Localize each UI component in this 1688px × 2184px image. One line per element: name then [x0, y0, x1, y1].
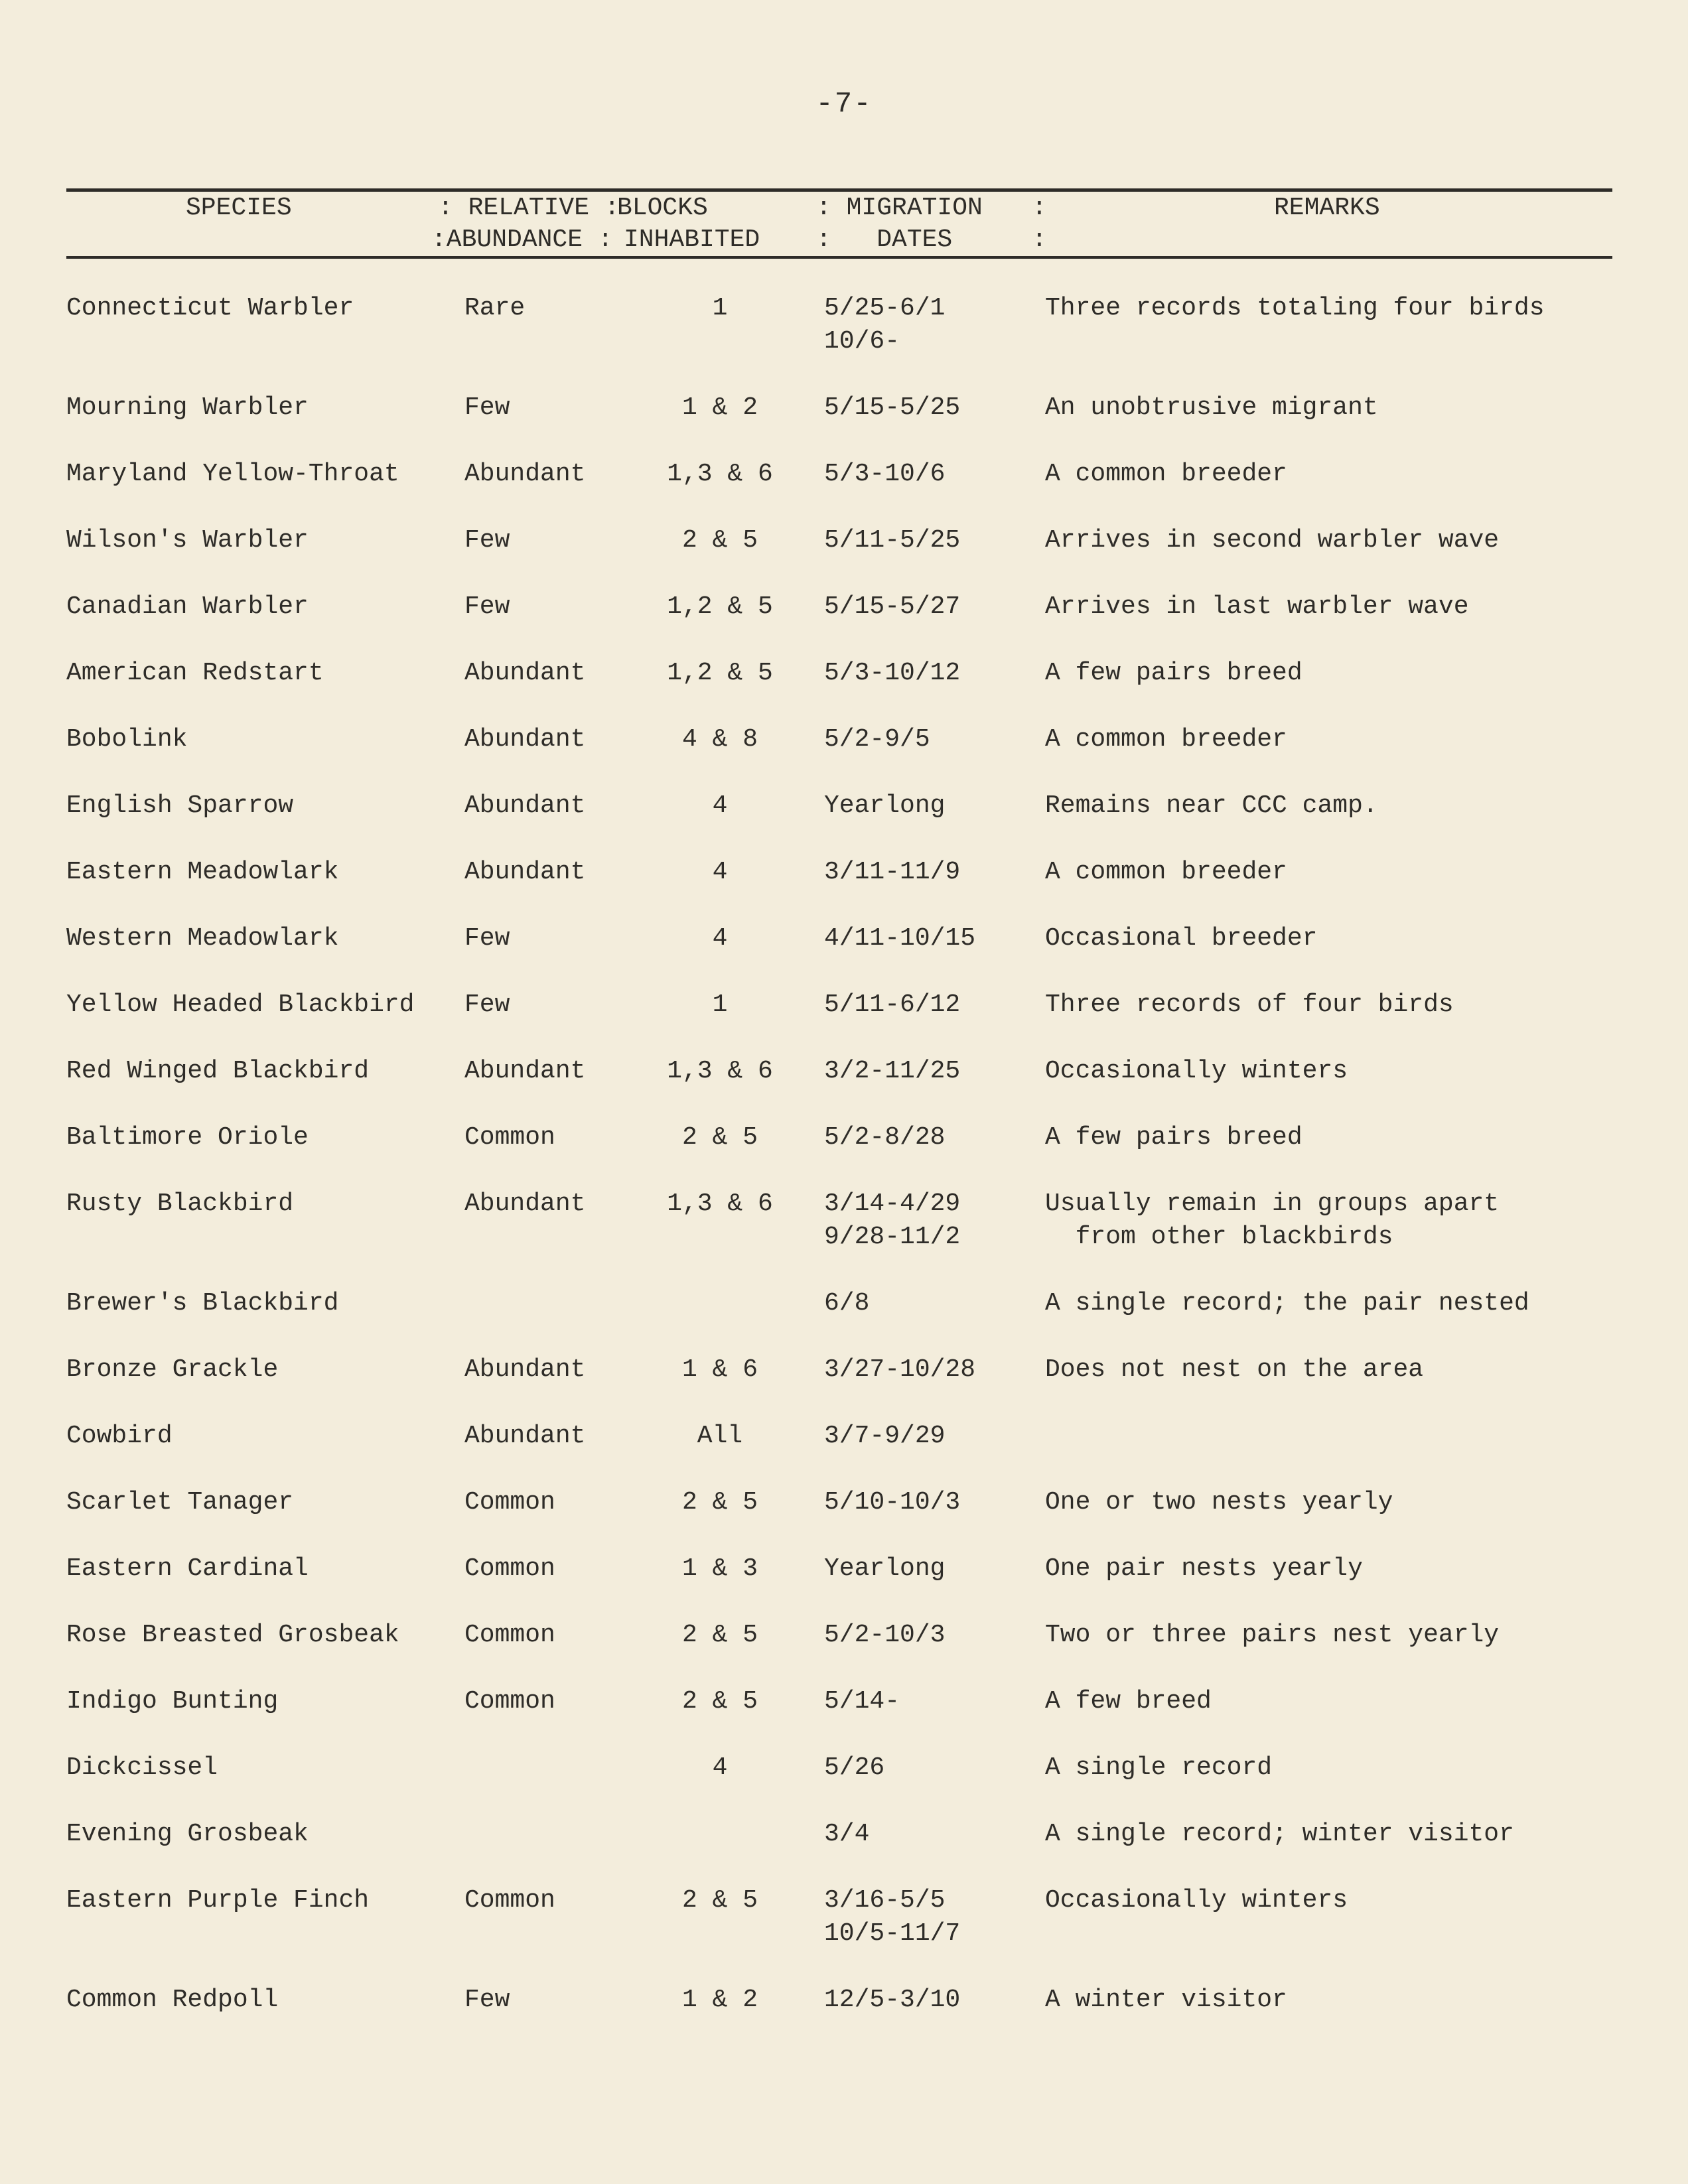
migration-dates-cell: 6/8: [824, 1289, 870, 1318]
blocks-cell: 1,2 & 5: [667, 592, 773, 621]
migration-dates-cell: 3/11-11/9: [824, 858, 961, 886]
species-cell: Baltimore Oriole: [66, 1123, 309, 1152]
species-cell: Yellow Headed Blackbird: [66, 990, 415, 1019]
abundance-cell: Common: [464, 1488, 555, 1517]
species-cell: Cowbird: [66, 1422, 173, 1450]
remarks-cell: Occasionally winters: [1045, 1886, 1348, 1915]
migration-dates-cell: 4/11-10/15: [824, 924, 976, 953]
abundance-cell: Few: [464, 526, 510, 555]
blocks-cell: 1 & 2: [681, 1986, 758, 2014]
migration-dates-cell: 3/7-9/29: [824, 1422, 946, 1450]
species-cell: Red Winged Blackbird: [66, 1057, 370, 1085]
migration-dates-cell: 3/2-11/25: [824, 1057, 961, 1085]
migration-dates-cell: 12/5-3/10: [824, 1986, 961, 2014]
migration-dates-cell: Yearlong: [824, 791, 946, 820]
migration-dates-cell: 3/16-5/5 10/5-11/7: [824, 1886, 961, 1948]
blocks-cell: 2 & 5: [681, 1123, 758, 1152]
species-cell: English Sparrow: [66, 791, 294, 820]
blocks-cell: 2 & 5: [681, 1687, 758, 1716]
blocks-cell: 2 & 5: [681, 1488, 758, 1517]
blocks-cell: 2 & 5: [681, 1886, 758, 1915]
remarks-cell: Occasional breeder: [1045, 924, 1318, 953]
blocks-cell: 1,3 & 6: [667, 1057, 773, 1085]
species-cell: Rose Breasted Grosbeak: [66, 1621, 399, 1649]
migration-dates-cell: 5/3-10/12: [824, 659, 961, 687]
species-cell: Eastern Cardinal: [66, 1554, 309, 1583]
migration-dates-cell: 3/27-10/28: [824, 1355, 976, 1384]
abundance-cell: Common: [464, 1687, 555, 1716]
remarks-cell: A common breeder: [1045, 460, 1287, 488]
remarks-cell: One or two nests yearly: [1045, 1488, 1393, 1517]
remarks-cell: A single record: [1045, 1753, 1273, 1782]
header-species: SPECIES: [186, 194, 292, 222]
species-cell: Connecticut Warbler: [66, 294, 354, 322]
abundance-cell: Abundant: [464, 858, 586, 886]
remarks-cell: Occasionally winters: [1045, 1057, 1348, 1085]
migration-dates-cell: 5/14-: [824, 1687, 900, 1716]
remarks-cell: Arrives in second warbler wave: [1045, 526, 1500, 555]
abundance-cell: Abundant: [464, 460, 586, 488]
blocks-cell: 4: [712, 791, 728, 820]
remarks-cell: Three records of four birds: [1045, 990, 1454, 1019]
abundance-cell: Few: [464, 990, 510, 1019]
remarks-cell: A common breeder: [1045, 725, 1287, 754]
species-cell: Maryland Yellow-Throat: [66, 460, 399, 488]
species-cell: Brewer's Blackbird: [66, 1289, 339, 1318]
migration-dates-cell: 5/2-10/3: [824, 1621, 946, 1649]
species-cell: Canadian Warbler: [66, 592, 309, 621]
abundance-cell: Abundant: [464, 1355, 586, 1384]
migration-dates-cell: Yearlong: [824, 1554, 946, 1583]
migration-dates-cell: 5/11-6/12: [824, 990, 961, 1019]
abundance-cell: Few: [464, 924, 510, 953]
abundance-cell: Rare: [464, 294, 526, 322]
header-abundance-line1: : RELATIVE :: [438, 194, 620, 222]
remarks-cell: A single record; winter visitor: [1045, 1820, 1514, 1848]
migration-dates-cell: 3/14-4/29 9/28-11/2: [824, 1190, 961, 1251]
abundance-cell: Abundant: [464, 725, 586, 754]
blocks-cell: 4 & 8: [681, 725, 758, 754]
remarks-cell: Usually remain in groups apart from other blackbirds: [1045, 1190, 1500, 1251]
blocks-cell: 2 & 5: [681, 1621, 758, 1649]
remarks-cell: One pair nests yearly: [1045, 1554, 1363, 1583]
remarks-cell: Two or three pairs nest yearly: [1045, 1621, 1500, 1649]
remarks-cell: A winter visitor: [1045, 1986, 1287, 2014]
species-cell: Bobolink: [66, 725, 188, 754]
blocks-cell: All: [697, 1422, 743, 1450]
blocks-cell: 1: [712, 294, 728, 322]
species-cell: Mourning Warbler: [66, 393, 309, 422]
header-migration-line2: : DATES: [816, 226, 953, 254]
remarks-cell: A few breed: [1045, 1687, 1212, 1716]
abundance-cell: Common: [464, 1621, 555, 1649]
abundance-cell: Abundant: [464, 1422, 586, 1450]
abundance-cell: Common: [464, 1554, 555, 1583]
header-blocks-line2: INHABITED: [624, 226, 760, 254]
blocks-cell: 1 & 6: [681, 1355, 758, 1384]
species-cell: Evening Grosbeak: [66, 1820, 309, 1848]
remarks-cell: Three records totaling four birds: [1045, 294, 1545, 322]
species-cell: Eastern Purple Finch: [66, 1886, 370, 1915]
migration-dates-cell: 5/2-8/28: [824, 1123, 946, 1152]
species-cell: Rusty Blackbird: [66, 1190, 294, 1218]
migration-dates-cell: 5/10-10/3: [824, 1488, 961, 1517]
blocks-cell: 2 & 5: [681, 526, 758, 555]
migration-dates-cell: 5/26: [824, 1753, 885, 1782]
remarks-cell: Arrives in last warbler wave: [1045, 592, 1469, 621]
blocks-cell: 4: [712, 924, 728, 953]
abundance-cell: Common: [464, 1123, 555, 1152]
abundance-cell: Abundant: [464, 1190, 586, 1218]
species-cell: Scarlet Tanager: [66, 1488, 294, 1517]
header-blocks-line1: BLOCKS: [617, 194, 708, 222]
species-cell: Bronze Grackle: [66, 1355, 279, 1384]
abundance-cell: Abundant: [464, 659, 586, 687]
remarks-cell: Does not nest on the area: [1045, 1355, 1424, 1384]
species-cell: Western Meadowlark: [66, 924, 339, 953]
abundance-cell: Common: [464, 1886, 555, 1915]
species-cell: American Redstart: [66, 659, 324, 687]
species-cell: Eastern Meadowlark: [66, 858, 339, 886]
species-cell: Wilson's Warbler: [66, 526, 309, 555]
abundance-cell: Few: [464, 393, 510, 422]
header-migration-line1: : MIGRATION: [816, 194, 983, 222]
blocks-cell: 1 & 2: [681, 393, 758, 422]
migration-dates-cell: 5/15-5/25: [824, 393, 961, 422]
blocks-cell: 1,2 & 5: [667, 659, 773, 687]
remarks-cell: An unobtrusive migrant: [1045, 393, 1378, 422]
species-cell: Common Redpoll: [66, 1986, 279, 2014]
migration-dates-cell: 3/4: [824, 1820, 870, 1848]
abundance-cell: Abundant: [464, 791, 586, 820]
header-remarks-separator-1: :: [1032, 194, 1047, 222]
migration-dates-cell: 5/3-10/6: [824, 460, 946, 488]
abundance-cell: Few: [464, 1986, 510, 2014]
page-number: -7-: [815, 88, 873, 121]
header-abundance-line2: :ABUNDANCE :: [431, 226, 613, 254]
remarks-cell: A common breeder: [1045, 858, 1287, 886]
migration-dates-cell: 5/11-5/25: [824, 526, 961, 555]
remarks-cell: A few pairs breed: [1045, 1123, 1302, 1152]
remarks-cell: A single record; the pair nested: [1045, 1289, 1529, 1318]
remarks-cell: Remains near CCC camp.: [1045, 791, 1378, 820]
blocks-cell: 1,3 & 6: [667, 1190, 773, 1218]
migration-dates-cell: 5/2-9/5: [824, 725, 930, 754]
blocks-cell: 1 & 3: [681, 1554, 758, 1583]
header-remarks: REMARKS: [1274, 194, 1380, 222]
remarks-cell: A few pairs breed: [1045, 659, 1302, 687]
species-cell: Dickcissel: [66, 1753, 218, 1782]
migration-dates-cell: 5/25-6/1 10/6-: [824, 294, 946, 356]
blocks-cell: 1,3 & 6: [667, 460, 773, 488]
header-remarks-separator-2: :: [1032, 226, 1047, 254]
blocks-cell: 1: [712, 990, 728, 1019]
species-cell: Indigo Bunting: [66, 1687, 279, 1716]
abundance-cell: Few: [464, 592, 510, 621]
migration-dates-cell: 5/15-5/27: [824, 592, 961, 621]
blocks-cell: 4: [712, 858, 728, 886]
abundance-cell: Abundant: [464, 1057, 586, 1085]
blocks-cell: 4: [712, 1753, 728, 1782]
